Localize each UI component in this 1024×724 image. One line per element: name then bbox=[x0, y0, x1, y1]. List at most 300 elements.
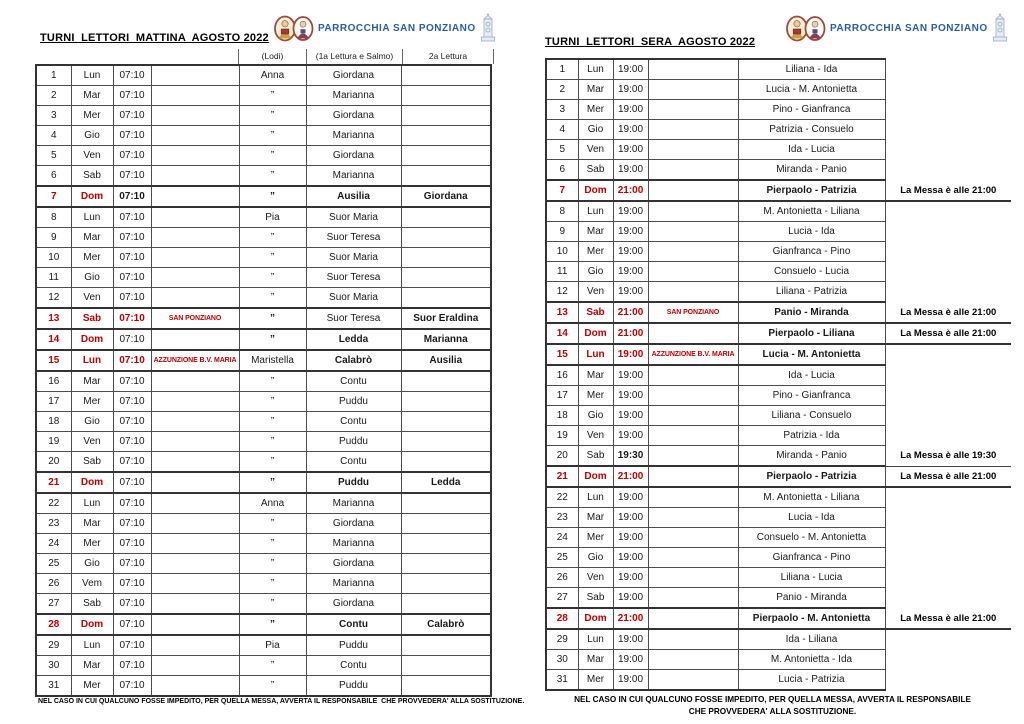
morning-table-row bbox=[36, 288, 491, 309]
weekday-cell: Gio bbox=[71, 554, 113, 574]
time-cell: 19:00 bbox=[613, 222, 648, 242]
weekday-cell: Lun bbox=[578, 59, 613, 80]
day-number-cell: 12 bbox=[546, 282, 578, 303]
parish-logo bbox=[786, 13, 1008, 43]
readers-cell: Liliana - Lucia bbox=[738, 568, 885, 588]
weekday-cell: Ven bbox=[578, 282, 613, 303]
day-number-cell: 24 bbox=[36, 534, 71, 554]
weekday-cell: Gio bbox=[578, 548, 613, 568]
time-cell: 07:10 bbox=[113, 594, 151, 615]
time-cell: 07:10 bbox=[113, 350, 151, 371]
day-number-cell: 11 bbox=[546, 262, 578, 282]
time-cell: 07:10 bbox=[113, 656, 151, 676]
readers-cell: Pierpaolo - M. Antonietta bbox=[738, 608, 885, 629]
lodi-reader-cell: Maristella bbox=[239, 350, 306, 371]
day-number-cell: 28 bbox=[546, 608, 578, 629]
mass-time-note-cell bbox=[885, 528, 1011, 548]
time-cell: 07:10 bbox=[113, 248, 151, 268]
first-reading-reader-cell: Suor Maria bbox=[306, 288, 401, 309]
evening-table-row bbox=[546, 262, 1011, 282]
time-cell: 07:10 bbox=[113, 534, 151, 554]
morning-table-row bbox=[36, 534, 491, 554]
day-number-cell: 21 bbox=[36, 472, 71, 493]
morning-table-row bbox=[36, 65, 491, 86]
lodi-reader-cell: ” bbox=[239, 86, 306, 106]
feast-event-cell bbox=[648, 426, 738, 446]
feast-event-cell bbox=[151, 65, 239, 86]
first-reading-reader-cell: Contu bbox=[306, 412, 401, 432]
day-number-cell: 7 bbox=[546, 180, 578, 201]
second-reading-reader-cell bbox=[401, 228, 491, 248]
morning-table-row bbox=[36, 146, 491, 166]
mass-time-note-cell bbox=[885, 386, 1011, 406]
mass-time-note-cell bbox=[885, 508, 1011, 528]
day-number-cell: 8 bbox=[546, 201, 578, 222]
saints-medallions-icon bbox=[274, 15, 314, 42]
time-cell: 07:10 bbox=[113, 86, 151, 106]
time-cell: 19:30 bbox=[613, 446, 648, 467]
time-cell: 07:10 bbox=[113, 472, 151, 493]
weekday-cell: Dom bbox=[71, 186, 113, 207]
day-number-cell: 3 bbox=[36, 106, 71, 126]
time-cell: 19:00 bbox=[613, 568, 648, 588]
feast-event-cell bbox=[151, 392, 239, 412]
weekday-cell: Sab bbox=[578, 446, 613, 467]
saints-medallions-icon bbox=[786, 15, 826, 42]
first-reading-reader-cell: Contu bbox=[306, 371, 401, 392]
second-reading-reader-cell bbox=[401, 146, 491, 166]
first-reading-reader-cell: Calabrò bbox=[306, 350, 401, 371]
lodi-reader-cell: ” bbox=[239, 412, 306, 432]
evening-table-row bbox=[546, 323, 1011, 344]
feast-event-cell bbox=[648, 568, 738, 588]
weekday-cell: Mar bbox=[71, 514, 113, 534]
second-reading-reader-cell: Ledda bbox=[401, 472, 491, 493]
day-number-cell: 1 bbox=[36, 65, 71, 86]
time-cell: 07:10 bbox=[113, 329, 151, 350]
weekday-cell: Sab bbox=[71, 308, 113, 329]
feast-event-cell bbox=[151, 106, 239, 126]
feast-event-cell bbox=[648, 588, 738, 609]
time-cell: 07:10 bbox=[113, 514, 151, 534]
first-reading-reader-cell: Marianna bbox=[306, 534, 401, 554]
readers-cell: Miranda - Panio bbox=[738, 160, 885, 181]
bell-tower-icon bbox=[480, 13, 496, 43]
feast-event-cell bbox=[648, 242, 738, 262]
column-header-lodi: (Lodi) bbox=[238, 49, 306, 64]
time-cell: 07:10 bbox=[113, 412, 151, 432]
day-number-cell: 14 bbox=[546, 323, 578, 344]
evening-footer-note-line1: NEL CASO IN CUI QUALCUNO FOSSE IMPEDITO, PER QUELLA MESSA, AVVERTA IL RESPONSABILE bbox=[574, 695, 971, 704]
feast-event-cell bbox=[151, 166, 239, 187]
second-reading-reader-cell bbox=[401, 288, 491, 309]
time-cell: 19:00 bbox=[613, 670, 648, 691]
time-cell: 19:00 bbox=[613, 59, 648, 80]
feast-event-cell: SAN PONZIANO bbox=[648, 302, 738, 323]
lodi-reader-cell: ” bbox=[239, 126, 306, 146]
morning-table-row bbox=[36, 166, 491, 187]
feast-event-cell bbox=[648, 180, 738, 201]
second-reading-reader-cell bbox=[401, 392, 491, 412]
weekday-cell: Lun bbox=[578, 201, 613, 222]
mass-time-note-cell: La Messa è alle 21:00 bbox=[885, 180, 1011, 201]
day-number-cell: 27 bbox=[546, 588, 578, 609]
feast-event-cell bbox=[151, 329, 239, 350]
time-cell: 19:00 bbox=[613, 487, 648, 508]
morning-table-row bbox=[36, 329, 491, 350]
time-cell: 21:00 bbox=[613, 302, 648, 323]
time-cell: 19:00 bbox=[613, 80, 648, 100]
parish-name-label: PARROCCHIA SAN PONZIANO bbox=[318, 22, 476, 34]
time-cell: 07:10 bbox=[113, 554, 151, 574]
day-number-cell: 10 bbox=[36, 248, 71, 268]
evening-table-row bbox=[546, 568, 1011, 588]
weekday-cell: Sab bbox=[578, 160, 613, 181]
feast-event-cell bbox=[151, 493, 239, 514]
feast-event-cell bbox=[151, 594, 239, 615]
readers-cell: Pierpaolo - Patrizia bbox=[738, 180, 885, 201]
time-cell: 21:00 bbox=[613, 466, 648, 487]
feast-event-cell bbox=[648, 446, 738, 467]
day-number-cell: 9 bbox=[546, 222, 578, 242]
mass-time-note-cell bbox=[885, 262, 1011, 282]
time-cell: 07:10 bbox=[113, 493, 151, 514]
feast-event-cell bbox=[151, 126, 239, 146]
lodi-reader-cell: ” bbox=[239, 228, 306, 248]
weekday-cell: Mar bbox=[578, 80, 613, 100]
first-reading-reader-cell: Giordana bbox=[306, 65, 401, 86]
readers-cell: M. Antonietta - Liliana bbox=[738, 201, 885, 222]
day-number-cell: 15 bbox=[36, 350, 71, 371]
time-cell: 19:00 bbox=[613, 406, 648, 426]
feast-event-cell bbox=[151, 248, 239, 268]
day-number-cell: 20 bbox=[36, 452, 71, 473]
lodi-reader-cell: ” bbox=[239, 371, 306, 392]
morning-table-row bbox=[36, 432, 491, 452]
time-cell: 07:10 bbox=[113, 392, 151, 412]
day-number-cell: 12 bbox=[36, 288, 71, 309]
readers-cell: Ida - Lucia bbox=[738, 140, 885, 160]
second-reading-reader-cell bbox=[401, 534, 491, 554]
evening-table-row bbox=[546, 100, 1011, 120]
feast-event-cell bbox=[151, 514, 239, 534]
morning-schedule-title: TURNI LETTORI MATTINA AGOSTO 2022 bbox=[40, 32, 269, 44]
day-number-cell: 6 bbox=[546, 160, 578, 181]
day-number-cell: 25 bbox=[546, 548, 578, 568]
second-reading-reader-cell bbox=[401, 676, 491, 697]
mass-time-note-cell bbox=[885, 568, 1011, 588]
time-cell: 19:00 bbox=[613, 100, 648, 120]
day-number-cell: 7 bbox=[36, 186, 71, 207]
feast-event-cell bbox=[151, 207, 239, 228]
evening-table-row bbox=[546, 650, 1011, 670]
weekday-cell: Ven bbox=[578, 140, 613, 160]
bell-tower-icon bbox=[992, 13, 1008, 43]
time-cell: 07:10 bbox=[113, 268, 151, 288]
day-number-cell: 23 bbox=[546, 508, 578, 528]
feast-event-cell bbox=[151, 452, 239, 473]
day-number-cell: 31 bbox=[546, 670, 578, 691]
evening-table-row bbox=[546, 160, 1011, 181]
time-cell: 07:10 bbox=[113, 676, 151, 697]
first-reading-reader-cell: Puddu bbox=[306, 432, 401, 452]
first-reading-reader-cell: Suor Maria bbox=[306, 248, 401, 268]
mass-time-note-cell bbox=[885, 344, 1011, 365]
morning-table-row bbox=[36, 106, 491, 126]
second-reading-reader-cell bbox=[401, 268, 491, 288]
day-number-cell: 5 bbox=[36, 146, 71, 166]
mass-time-note-cell bbox=[885, 406, 1011, 426]
day-number-cell: 15 bbox=[546, 344, 578, 365]
time-cell: 07:10 bbox=[113, 432, 151, 452]
weekday-cell: Lun bbox=[578, 344, 613, 365]
time-cell: 07:10 bbox=[113, 126, 151, 146]
weekday-cell: Mer bbox=[578, 100, 613, 120]
lodi-reader-cell: ” bbox=[239, 574, 306, 594]
evening-table-row bbox=[546, 608, 1011, 629]
readers-cell: Pierpaolo - Liliana bbox=[738, 323, 885, 344]
day-number-cell: 4 bbox=[36, 126, 71, 146]
second-reading-reader-cell bbox=[401, 656, 491, 676]
time-cell: 07:10 bbox=[113, 371, 151, 392]
readers-cell: Miranda - Panio bbox=[738, 446, 885, 467]
first-reading-reader-cell: Ausilia bbox=[306, 186, 401, 207]
time-cell: 07:10 bbox=[113, 452, 151, 473]
mass-time-note-cell bbox=[885, 120, 1011, 140]
column-header-first-reading: (1a Lettura e Salmo) bbox=[306, 49, 402, 64]
feast-event-cell bbox=[151, 676, 239, 697]
weekday-cell: Gio bbox=[71, 126, 113, 146]
feast-event-cell bbox=[648, 100, 738, 120]
day-number-cell: 19 bbox=[36, 432, 71, 452]
feast-event-cell bbox=[151, 574, 239, 594]
morning-table-row bbox=[36, 308, 491, 329]
weekday-cell: Dom bbox=[71, 614, 113, 635]
feast-event-cell bbox=[648, 201, 738, 222]
mass-time-note-cell: La Messa è alle 21:00 bbox=[885, 323, 1011, 344]
morning-table-row bbox=[36, 248, 491, 268]
day-number-cell: 16 bbox=[546, 365, 578, 386]
weekday-cell: Lun bbox=[71, 65, 113, 86]
feast-event-cell bbox=[648, 282, 738, 303]
mass-time-note-cell: La Messa è alle 19:30 bbox=[885, 446, 1011, 467]
morning-footer-note: NEL CASO IN CUI QUALCUNO FOSSE IMPEDITO, PER QUELLA MESSA, AVVERTA IL RESPONSABILE CHE PROVVEDERA' ALLA SOSTITUZIONE. bbox=[38, 698, 525, 705]
feast-event-cell bbox=[648, 365, 738, 386]
first-reading-reader-cell: Puddu bbox=[306, 635, 401, 656]
day-number-cell: 18 bbox=[546, 406, 578, 426]
weekday-cell: Ven bbox=[71, 432, 113, 452]
morning-table-row bbox=[36, 412, 491, 432]
mass-time-note-cell bbox=[885, 242, 1011, 262]
weekday-cell: Mar bbox=[71, 86, 113, 106]
mass-time-note-cell bbox=[885, 59, 1011, 80]
morning-table-row bbox=[36, 371, 491, 392]
day-number-cell: 30 bbox=[36, 656, 71, 676]
feast-event-cell bbox=[648, 386, 738, 406]
readers-cell: Gianfranca - Pino bbox=[738, 548, 885, 568]
lodi-reader-cell: ” bbox=[239, 392, 306, 412]
feast-event-cell bbox=[151, 146, 239, 166]
time-cell: 07:10 bbox=[113, 106, 151, 126]
first-reading-reader-cell: Giordana bbox=[306, 594, 401, 615]
morning-table-row bbox=[36, 350, 491, 371]
lodi-reader-cell: ” bbox=[239, 166, 306, 187]
weekday-cell: Dom bbox=[71, 472, 113, 493]
weekday-cell: Dom bbox=[578, 466, 613, 487]
second-reading-reader-cell bbox=[401, 412, 491, 432]
second-reading-reader-cell bbox=[401, 493, 491, 514]
lodi-reader-cell: Pia bbox=[239, 635, 306, 656]
lodi-reader-cell: ” bbox=[239, 554, 306, 574]
weekday-cell: Mar bbox=[71, 228, 113, 248]
day-number-cell: 9 bbox=[36, 228, 71, 248]
lodi-reader-cell: Pia bbox=[239, 207, 306, 228]
feast-event-cell bbox=[648, 120, 738, 140]
readers-cell: Patrizia - Ida bbox=[738, 426, 885, 446]
weekday-cell: Vem bbox=[71, 574, 113, 594]
feast-event-cell bbox=[648, 650, 738, 670]
day-number-cell: 20 bbox=[546, 446, 578, 467]
weekday-cell: Sab bbox=[71, 166, 113, 187]
lodi-reader-cell: ” bbox=[239, 146, 306, 166]
mass-time-note-cell bbox=[885, 670, 1011, 691]
time-cell: 07:10 bbox=[113, 635, 151, 656]
first-reading-reader-cell: Puddu bbox=[306, 472, 401, 493]
time-cell: 07:10 bbox=[113, 207, 151, 228]
lodi-reader-cell: ” bbox=[239, 614, 306, 635]
feast-event-cell bbox=[151, 268, 239, 288]
lodi-reader-cell: ” bbox=[239, 676, 306, 697]
time-cell: 07:10 bbox=[113, 186, 151, 207]
evening-table-row bbox=[546, 548, 1011, 568]
feast-event-cell bbox=[648, 80, 738, 100]
first-reading-reader-cell: Marianna bbox=[306, 126, 401, 146]
second-reading-reader-cell bbox=[401, 166, 491, 187]
second-reading-reader-cell: Calabrò bbox=[401, 614, 491, 635]
first-reading-reader-cell: Marianna bbox=[306, 166, 401, 187]
day-number-cell: 30 bbox=[546, 650, 578, 670]
readers-cell: Pierpaolo - Patrizia bbox=[738, 466, 885, 487]
first-reading-reader-cell: Suor Teresa bbox=[306, 308, 401, 329]
evening-footer-note bbox=[550, 694, 995, 718]
feast-event-cell: AZZUNZIONE B.V. MARIA bbox=[151, 350, 239, 371]
readers-cell: Ida - Liliana bbox=[738, 629, 885, 650]
morning-table-row bbox=[36, 86, 491, 106]
feast-event-cell bbox=[648, 528, 738, 548]
first-reading-reader-cell: Marianna bbox=[306, 574, 401, 594]
morning-table-row bbox=[36, 594, 491, 615]
evening-table-row bbox=[546, 222, 1011, 242]
day-number-cell: 11 bbox=[36, 268, 71, 288]
first-reading-reader-cell: Ledda bbox=[306, 329, 401, 350]
first-reading-reader-cell: Contu bbox=[306, 452, 401, 473]
time-cell: 07:10 bbox=[113, 308, 151, 329]
day-number-cell: 25 bbox=[36, 554, 71, 574]
weekday-cell: Mer bbox=[71, 534, 113, 554]
weekday-cell: Mer bbox=[578, 528, 613, 548]
readers-cell: Consuelo - M. Antonietta bbox=[738, 528, 885, 548]
second-reading-reader-cell bbox=[401, 86, 491, 106]
first-reading-reader-cell: Contu bbox=[306, 656, 401, 676]
evening-table-row bbox=[546, 282, 1011, 303]
evening-table-row bbox=[546, 528, 1011, 548]
feast-event-cell bbox=[648, 262, 738, 282]
weekday-cell: Dom bbox=[578, 180, 613, 201]
second-reading-reader-cell bbox=[401, 106, 491, 126]
morning-table-row bbox=[36, 614, 491, 635]
time-cell: 07:10 bbox=[113, 146, 151, 166]
feast-event-cell bbox=[151, 288, 239, 309]
second-reading-reader-cell bbox=[401, 452, 491, 473]
readers-cell: Ida - Lucia bbox=[738, 365, 885, 386]
feast-event-cell bbox=[151, 186, 239, 207]
evening-schedule-title: TURNI LETTORI SERA AGOSTO 2022 bbox=[545, 36, 756, 48]
weekday-cell: Lun bbox=[71, 493, 113, 514]
second-reading-reader-cell: Ausilia bbox=[401, 350, 491, 371]
weekday-cell: Ven bbox=[578, 426, 613, 446]
mass-time-note-cell bbox=[885, 548, 1011, 568]
time-cell: 19:00 bbox=[613, 650, 648, 670]
day-number-cell: 22 bbox=[546, 487, 578, 508]
column-header-second-reading: 2a Lettura bbox=[402, 49, 494, 64]
day-number-cell: 5 bbox=[546, 140, 578, 160]
lodi-reader-cell: ” bbox=[239, 329, 306, 350]
lodi-reader-cell: ” bbox=[239, 514, 306, 534]
time-cell: 07:10 bbox=[113, 166, 151, 187]
evening-table-row bbox=[546, 386, 1011, 406]
first-reading-reader-cell: Puddu bbox=[306, 392, 401, 412]
mass-time-note-cell bbox=[885, 426, 1011, 446]
evening-table-row bbox=[546, 508, 1011, 528]
evening-table-row bbox=[546, 120, 1011, 140]
time-cell: 19:00 bbox=[613, 629, 648, 650]
morning-table-row bbox=[36, 392, 491, 412]
time-cell: 07:10 bbox=[113, 574, 151, 594]
evening-table-row bbox=[546, 302, 1011, 323]
evening-schedule-table bbox=[545, 58, 1011, 691]
time-cell: 19:00 bbox=[613, 386, 648, 406]
second-reading-reader-cell bbox=[401, 514, 491, 534]
evening-table-row bbox=[546, 59, 1011, 80]
day-number-cell: 10 bbox=[546, 242, 578, 262]
readers-cell: Lucia - Ida bbox=[738, 508, 885, 528]
evening-table-row bbox=[546, 588, 1011, 609]
weekday-cell: Mar bbox=[578, 222, 613, 242]
weekday-cell: Lun bbox=[578, 629, 613, 650]
evening-table-row bbox=[546, 242, 1011, 262]
lodi-reader-cell: ” bbox=[239, 186, 306, 207]
feast-event-cell bbox=[648, 323, 738, 344]
evening-table-row bbox=[546, 466, 1011, 487]
day-number-cell: 8 bbox=[36, 207, 71, 228]
lodi-reader-cell: ” bbox=[239, 288, 306, 309]
time-cell: 19:00 bbox=[613, 365, 648, 386]
time-cell: 19:00 bbox=[613, 508, 648, 528]
lodi-reader-cell: Anna bbox=[239, 493, 306, 514]
feast-event-cell bbox=[151, 554, 239, 574]
feast-event-cell bbox=[648, 629, 738, 650]
evening-table-row bbox=[546, 670, 1011, 691]
weekday-cell: Mar bbox=[578, 650, 613, 670]
feast-event-cell bbox=[151, 472, 239, 493]
morning-table-row bbox=[36, 574, 491, 594]
readers-cell: Lucia - M. Antonietta bbox=[738, 80, 885, 100]
weekday-cell: Mer bbox=[71, 248, 113, 268]
readers-cell: M. Antonietta - Liliana bbox=[738, 487, 885, 508]
feast-event-cell bbox=[648, 487, 738, 508]
day-number-cell: 13 bbox=[36, 308, 71, 329]
feast-event-cell: AZZUNZIONE B.V. MARIA bbox=[648, 344, 738, 365]
